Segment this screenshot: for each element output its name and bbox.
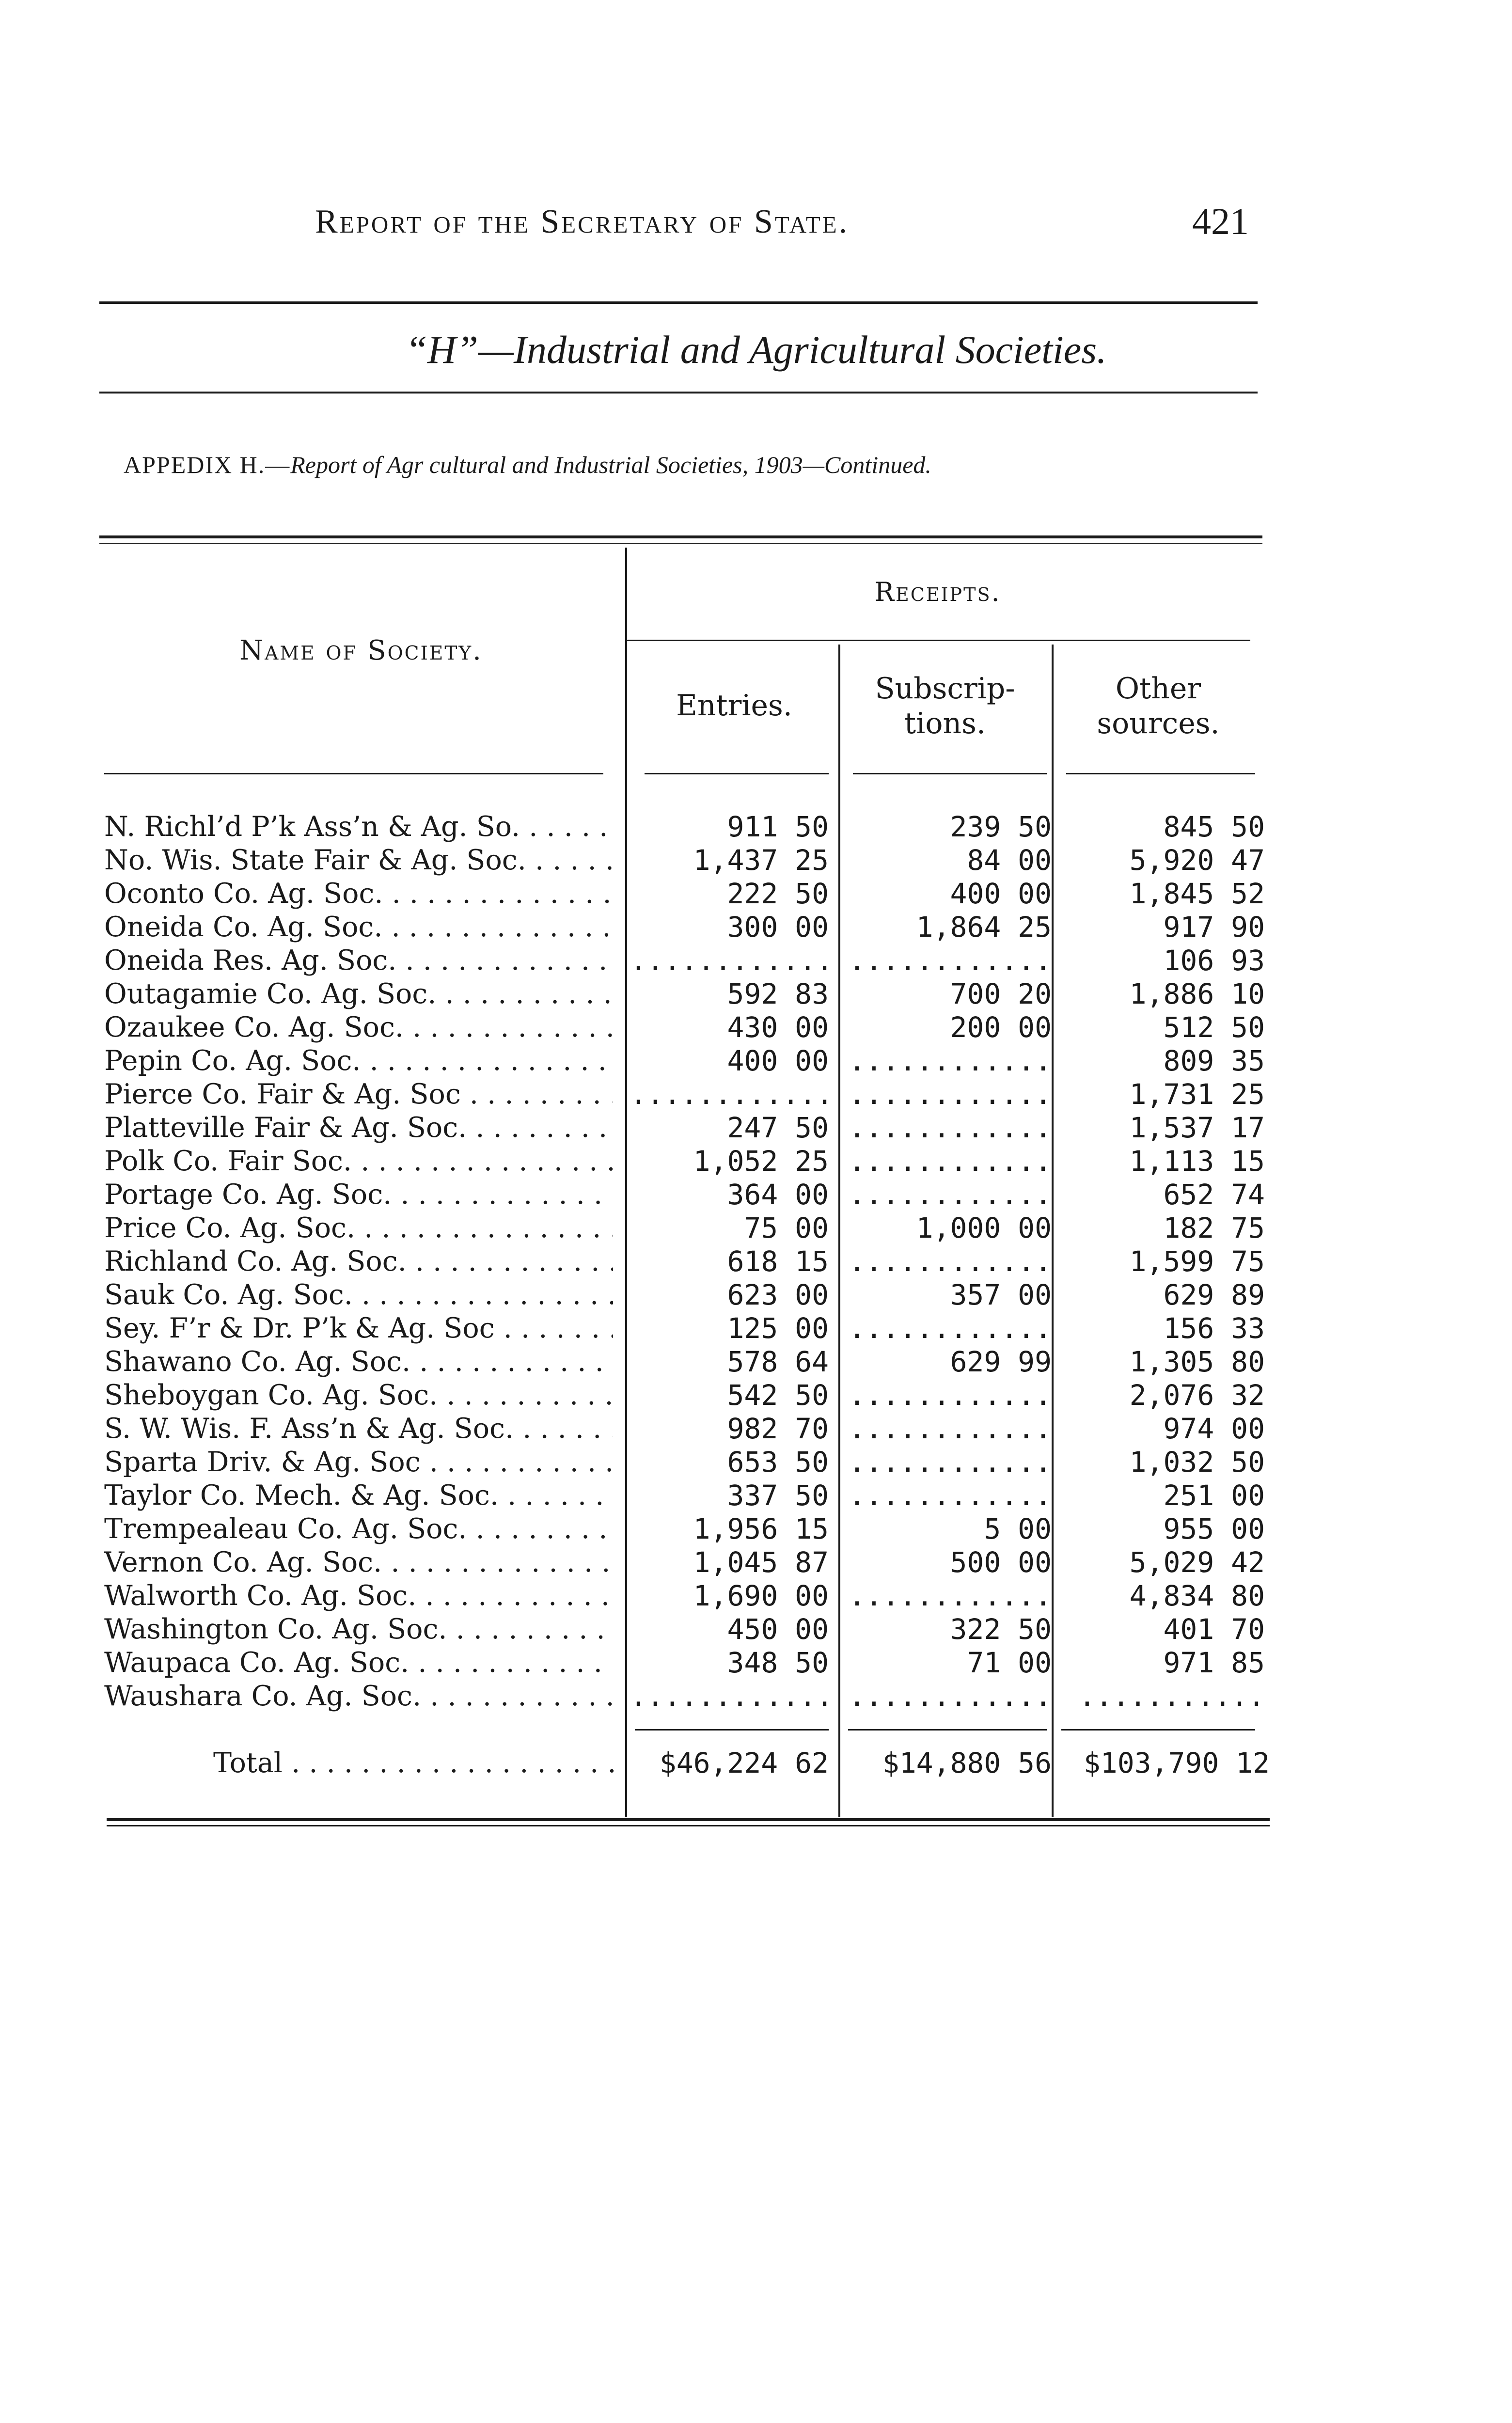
other-sources-value: 401 70: [1163, 1613, 1265, 1646]
total-label: Total . . .: [213, 1746, 615, 1780]
society-name: Washington Co. Ag. Soc. . . .: [104, 1613, 613, 1646]
other-sources-value: 5,920 47: [1129, 844, 1265, 877]
subscriptions-value: ............: [848, 1412, 1052, 1445]
other-sources-value: 971 85: [1163, 1646, 1265, 1679]
society-name: Richland Co. Ag. Soc. . . .: [104, 1245, 613, 1278]
table-row: [0, 1044, 1512, 1078]
society-name: Ozaukee Co. Ag. Soc. . . .: [104, 1011, 613, 1044]
subscriptions-value: 322 50: [950, 1613, 1052, 1646]
society-name: Trempealeau Co. Ag. Soc. . . .: [104, 1512, 613, 1546]
other-sources-value: 845 50: [1163, 810, 1265, 843]
table-row: [0, 810, 1512, 844]
entries-value: 75 00: [744, 1212, 829, 1244]
table-row: [0, 944, 1512, 977]
other-sources-value: 5,029 42: [1129, 1546, 1265, 1579]
entries-value: 348 50: [727, 1646, 829, 1679]
society-name: Oconto Co. Ag. Soc. . . .: [104, 877, 613, 911]
entries-value: 618 15: [727, 1245, 829, 1278]
society-name: Pierce Co. Fair & Ag. Soc . . .: [104, 1078, 613, 1111]
society-name: Sparta Driv. & Ag. Soc . . .: [104, 1446, 613, 1479]
total-rule-entries: [635, 1729, 829, 1731]
total-row: [0, 1746, 1512, 1780]
entries-value: 430 00: [727, 1011, 829, 1044]
table-row: [0, 977, 1512, 1011]
society-name: Waupaca Co. Ag. Soc. . . .: [104, 1646, 613, 1680]
other-sources-value: 1,731 25: [1129, 1078, 1265, 1111]
table-row: [0, 1546, 1512, 1579]
society-name: Waushara Co. Ag. Soc. . . .: [104, 1680, 613, 1713]
table-row: [0, 877, 1512, 911]
entries-value: 450 00: [727, 1613, 829, 1646]
subscriptions-value: 5 00: [984, 1512, 1052, 1545]
subscriptions-value: ............: [848, 1078, 1052, 1111]
table-row: [0, 1078, 1512, 1111]
entries-value: ............: [630, 944, 834, 977]
subscriptions-value: 1,864 25: [916, 911, 1052, 944]
entries-value: 592 83: [727, 977, 829, 1010]
table-row: [0, 1479, 1512, 1512]
society-name: N. Richl’d P’k Ass’n & Ag. So. . . .: [104, 810, 613, 844]
table-row: [0, 1379, 1512, 1412]
other-sources-value: 974 00: [1163, 1412, 1265, 1445]
table-row: [0, 1345, 1512, 1379]
table-row: [0, 1579, 1512, 1613]
subscriptions-value: ............: [848, 1579, 1052, 1612]
subscriptions-value: ............: [848, 1379, 1052, 1412]
table-row: [0, 1312, 1512, 1345]
society-name: Shawano Co. Ag. Soc. . . .: [104, 1345, 613, 1379]
society-name: Oneida Co. Ag. Soc. . . .: [104, 911, 613, 944]
table-bottom-rule: [107, 1818, 1270, 1821]
society-name: Oneida Res. Ag. Soc. . . .: [104, 944, 613, 977]
other-sources-value: 2,076 32: [1129, 1379, 1265, 1412]
table-row: [0, 1011, 1512, 1044]
total-entries: $46,224 62: [659, 1746, 829, 1779]
subscriptions-value: ............: [848, 1312, 1052, 1345]
entries-value: 653 50: [727, 1446, 829, 1479]
entries-value: 125 00: [727, 1312, 829, 1345]
subscriptions-value: ............: [848, 1044, 1052, 1077]
receipts-header: Receipts.: [874, 577, 1001, 607]
total-rule-subs: [848, 1729, 1047, 1731]
other-sources-value: 182 75: [1163, 1212, 1265, 1244]
other-sources-value: 1,845 52: [1129, 877, 1265, 910]
society-name: Walworth Co. Ag. Soc. . . .: [104, 1579, 613, 1613]
other-sources-header-text: Other sources.: [1097, 672, 1220, 740]
subscriptions-value: 500 00: [950, 1546, 1052, 1579]
society-name: Taylor Co. Mech. & Ag. Soc. . . .: [104, 1479, 613, 1512]
header-bottom-rule-name: [104, 773, 603, 774]
page-number: 421: [1192, 200, 1249, 242]
subscriptions-value: ............: [848, 1479, 1052, 1512]
other-sources-value: 156 33: [1163, 1312, 1265, 1345]
society-name: S. W. Wis. F. Ass’n & Ag. Soc. . . .: [104, 1412, 613, 1446]
table-row: [0, 1245, 1512, 1278]
subscriptions-header: [838, 671, 1052, 741]
other-sources-header: [1052, 671, 1265, 741]
subscriptions-value: ............: [848, 1446, 1052, 1479]
other-sources-value: 955 00: [1163, 1512, 1265, 1545]
table-row: [0, 844, 1512, 877]
society-name: Polk Co. Fair Soc. . . .: [104, 1145, 613, 1178]
other-sources-value: 809 35: [1163, 1044, 1265, 1077]
running-title: Report of the Secretary of State.: [315, 203, 850, 240]
table-row: [0, 1613, 1512, 1646]
entries-value: 1,956 15: [693, 1512, 829, 1545]
other-sources-value: 917 90: [1163, 911, 1265, 944]
table-top-rule-thin: [99, 543, 1262, 544]
entries-value: ............: [630, 1078, 834, 1111]
subscriptions-value: 200 00: [950, 1011, 1052, 1044]
other-sources-value: 251 00: [1163, 1479, 1265, 1512]
section-rule: [99, 392, 1258, 393]
other-sources-value: 1,599 75: [1129, 1245, 1265, 1278]
subscriptions-value: ............: [848, 944, 1052, 977]
entries-value: 222 50: [727, 877, 829, 910]
subscriptions-value: ............: [848, 1245, 1052, 1278]
subscriptions-value: ............: [848, 1111, 1052, 1144]
entries-value: 911 50: [727, 810, 829, 843]
other-sources-value: 512 50: [1163, 1011, 1265, 1044]
header-bottom-rule-entries: [645, 773, 829, 774]
subscriptions-value: 400 00: [950, 877, 1052, 910]
other-sources-value: 1,886 10: [1129, 977, 1265, 1010]
table-row: [0, 1111, 1512, 1145]
subscriptions-value: 1,000 00: [916, 1212, 1052, 1244]
subscriptions-header-text: Subscrip-tions.: [875, 672, 1015, 740]
subscriptions-value: ............: [848, 1145, 1052, 1178]
entries-value: 400 00: [727, 1044, 829, 1077]
table-row: [0, 1646, 1512, 1680]
entries-value: 623 00: [727, 1278, 829, 1311]
appendix-description: Report of Agr cultural and Industrial Societies, 1903—Continued.: [290, 451, 931, 478]
table-row: [0, 1412, 1512, 1446]
entries-value: 1,690 00: [693, 1579, 829, 1612]
other-sources-value: 1,305 80: [1129, 1345, 1265, 1378]
other-sources-value: 629 89: [1163, 1278, 1265, 1311]
subscriptions-value: ............: [848, 1178, 1052, 1211]
other-sources-value: 1,537 17: [1129, 1111, 1265, 1144]
table-row: [0, 1512, 1512, 1546]
table-row: [0, 911, 1512, 944]
society-name: Pepin Co. Ag. Soc. . . .: [104, 1044, 613, 1078]
entries-value: 1,052 25: [693, 1145, 829, 1178]
appendix-label: APPEDIX H.—: [124, 451, 291, 478]
society-name: Portage Co. Ag. Soc. . . .: [104, 1178, 613, 1212]
entries-value: 1,045 87: [693, 1546, 829, 1579]
table-row: [0, 1446, 1512, 1479]
entries-header: Entries.: [676, 689, 792, 723]
total-other-sources: $103,790 12: [1083, 1746, 1270, 1779]
society-name: Platteville Fair & Ag. Soc. . . .: [104, 1111, 613, 1145]
entries-value: 542 50: [727, 1379, 829, 1412]
entries-value: 300 00: [727, 911, 829, 944]
header-rule: [99, 301, 1258, 304]
table-row: [0, 1145, 1512, 1178]
table-row: [0, 1212, 1512, 1245]
header-bottom-rule-subs: [853, 773, 1047, 774]
table-row: [0, 1278, 1512, 1312]
society-name: Sey. F’r & Dr. P’k & Ag. Soc . . .: [104, 1312, 613, 1345]
society-name: Outagamie Co. Ag. Soc. . . .: [104, 977, 613, 1011]
table-row: [0, 1680, 1512, 1713]
total-rule-other: [1061, 1729, 1255, 1731]
subscriptions-value: ............: [848, 1680, 1052, 1713]
entries-value: 1,437 25: [693, 844, 829, 877]
name-of-society-header: Name of Society.: [239, 635, 483, 666]
subscriptions-value: 239 50: [950, 810, 1052, 843]
other-sources-value: 1,113 15: [1129, 1145, 1265, 1178]
table-top-rule: [99, 535, 1262, 538]
other-sources-value: 652 74: [1163, 1178, 1265, 1211]
subscriptions-value: 84 00: [967, 844, 1052, 877]
other-sources-value: 4,834 80: [1129, 1579, 1265, 1612]
appendix-caption: [124, 451, 931, 479]
entries-value: 578 64: [727, 1345, 829, 1378]
subscriptions-value: 357 00: [950, 1278, 1052, 1311]
total-subscriptions: $14,880 56: [882, 1746, 1052, 1779]
entries-value: 247 50: [727, 1111, 829, 1144]
entries-value: 337 50: [727, 1479, 829, 1512]
entries-value: 364 00: [727, 1178, 829, 1211]
table-bottom-rule-thin: [107, 1825, 1270, 1826]
entries-value: 982 70: [727, 1412, 829, 1445]
table-row: [0, 1178, 1512, 1212]
entries-value: ............: [630, 1680, 834, 1713]
header-bottom-rule-other: [1066, 773, 1255, 774]
other-sources-value: 106 93: [1163, 944, 1265, 977]
society-name: Vernon Co. Ag. Soc. . . .: [104, 1546, 613, 1579]
other-sources-value: 1,032 50: [1129, 1446, 1265, 1479]
society-name: Sauk Co. Ag. Soc. . . .: [104, 1278, 613, 1312]
society-name: Sheboygan Co. Ag. Soc. . . .: [104, 1379, 613, 1412]
subscriptions-value: 700 20: [950, 977, 1052, 1010]
society-name: No. Wis. State Fair & Ag. Soc. . . .: [104, 844, 613, 877]
receipts-underline: [625, 640, 1250, 641]
other-sources-value: ...........: [1078, 1680, 1265, 1713]
subscriptions-value: 629 99: [950, 1345, 1052, 1378]
society-name: Price Co. Ag. Soc. . . .: [104, 1212, 613, 1245]
subscriptions-value: 71 00: [967, 1646, 1052, 1679]
section-title: “H”—Industrial and Agricultural Societies.: [405, 328, 1107, 372]
